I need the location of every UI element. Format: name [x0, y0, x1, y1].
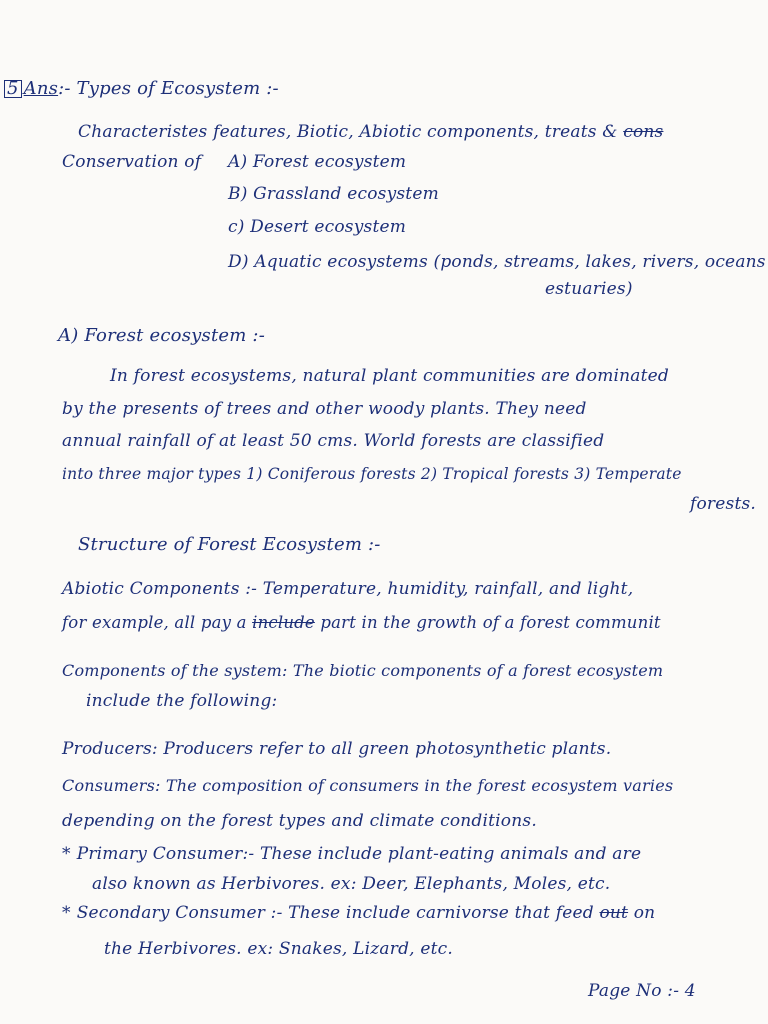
- list-item: estuaries): [545, 279, 633, 299]
- question-heading: [4, 78, 279, 100]
- bullet-star-icon: *: [62, 903, 71, 923]
- paragraph-line: into three major types 1) Coniferous forests 2) Tropical forests 3) Temperate: [62, 465, 682, 483]
- bullet-star-icon: *: [62, 844, 71, 864]
- producers-line: Producers: Producers refer to all green photosynthetic plants.: [62, 739, 612, 759]
- paragraph-line: by the presents of trees and other woody plants. They need: [62, 399, 587, 419]
- primary-consumer-line-2: also known as Herbivores. ex: Deer, Elephants, Moles, etc.: [92, 874, 611, 894]
- abiotic-line-2: for example, all pay a include part in the growth of a forest communit: [62, 613, 661, 632]
- primary-consumer-line-1: * Primary Consumer:- These include plant-eating animals and are: [62, 844, 642, 864]
- paragraph-line: forests.: [690, 494, 756, 514]
- section-title-forest: A) Forest ecosystem :-: [58, 325, 265, 346]
- abiotic-line-1: Abiotic Components :- Temperature, humidity, rainfall, and light,: [62, 579, 634, 599]
- question-title: :- Types of Ecosystem :-: [58, 78, 279, 99]
- section-title-structure: Structure of Forest Ecosystem :-: [78, 534, 381, 555]
- paragraph-line: annual rainfall of at least 50 cms. World forests are classified: [62, 431, 605, 451]
- answer-label: Ans: [23, 78, 59, 99]
- secondary-consumer-line-2: the Herbivores. ex: Snakes, Lizard, etc.: [104, 939, 453, 959]
- intro-line-2: Conservation of: [62, 152, 202, 172]
- question-number: 5: [4, 80, 22, 98]
- list-item: B) Grassland ecosystem: [228, 184, 439, 204]
- intro-line-1: Characteristes features, Biotic, Abiotic components, treats & cons: [78, 122, 664, 142]
- paragraph-line: In forest ecosystems, natural plant communities are dominated: [110, 366, 670, 386]
- components-line-2: include the following:: [86, 691, 278, 711]
- consumers-line-2: depending on the forest types and climate conditions.: [62, 811, 537, 831]
- components-line-1: Components of the system: The biotic components of a forest ecosystem: [62, 661, 664, 680]
- page-number: Page No :- 4: [588, 981, 696, 1001]
- secondary-consumer-line-1: * Secondary Consumer :- These include carnivorse that feed out on: [62, 903, 656, 923]
- list-item: D) Aquatic ecosystems (ponds, streams, lakes, rivers, oceans: [228, 252, 766, 272]
- list-item: A) Forest ecosystem: [228, 152, 407, 172]
- consumers-line-1: Consumers: The composition of consumers in the forest ecosystem varies: [62, 776, 674, 795]
- list-item: c) Desert ecosystem: [228, 217, 407, 237]
